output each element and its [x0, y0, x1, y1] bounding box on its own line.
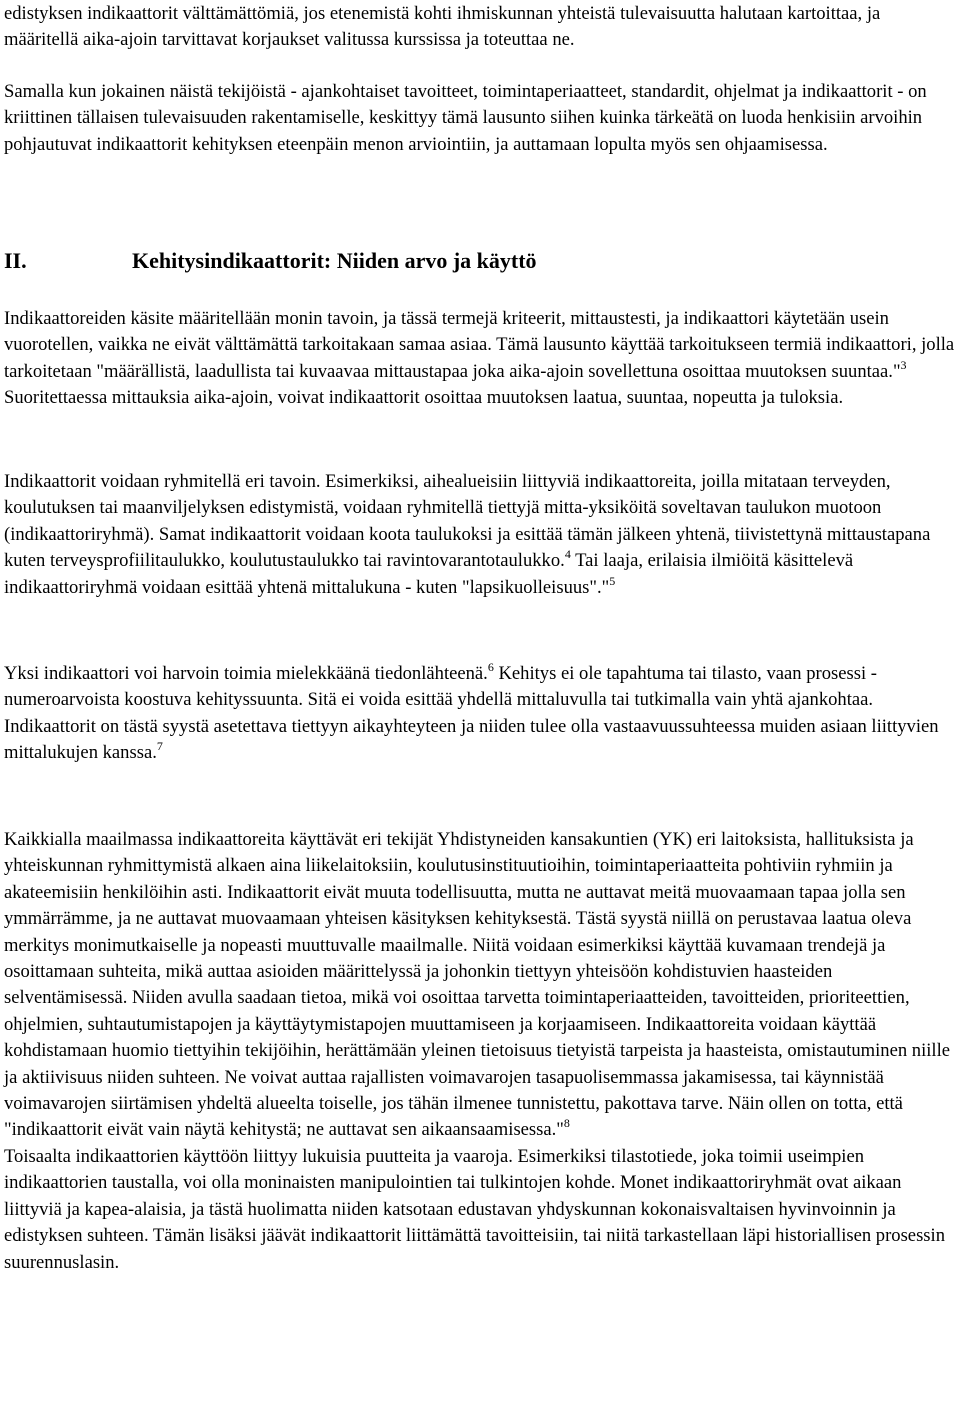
paragraph-worldwide-use [4, 827, 956, 1276]
footnote-ref-6: 6 [487, 660, 494, 674]
footnote-ref-3: 3 [900, 357, 907, 372]
definition-text: Indikaattoreiden käsite määritellään monin tavoin, ja tässä termejä kriteerit, mittaustesti, ja indikaattori käytetään usein vuorotellen, vaikka ne eivät välttämättä tarkoitakaan samaa asiaa. Tämä lausunto käyttää tarkoitukseen termiä indikaattori, jolla tarkoitetaan "määrällistä, laadullista tai kuvaavaa mittaustapaa joka aika-ajoin sovellettuna osoittaa muutoksen suuntaa." [4, 308, 955, 382]
paragraph-grouping [4, 469, 956, 601]
section-title: Kehitysindikaattorit: Niiden arvo ja käyttö [132, 248, 537, 273]
footnote-ref-4: 4 [564, 547, 571, 562]
footnote-ref-7: 7 [156, 739, 163, 754]
section-number: II. [4, 248, 27, 273]
single-indicator-text: Yksi indikaattori voi harvoin toimia mielekkäänä tiedonlähteenä. [4, 663, 488, 684]
section-heading [4, 246, 537, 276]
footnote-ref-8: 8 [563, 1116, 570, 1131]
worldwide-use-text: Kaikkialla maailmassa indikaattoreita käyttävät eri tekijät Yhdistyneiden kansakuntien (YK) eri laitoksista, hallituksista ja yhteiskunnan ryhmittymistä alkaen aina liikelaitoksiin, koulutusinstituutioihin, toimintaperiaatteita pohtiviin ryhmiin ja akateemisiin henkilöihin asti. Indikaattorit eivät muuta todellisuutta, mutta ne auttavat meitä muovaamaan tapaa jolla sen ymmärrämme, ja ne auttavat muovaamaan yhteisen käsityksen kehityksestä. Tästä syystä niillä on perustavaa laatua oleva merkitys monimutkaiselle ja nopeasti muuttuvalle maailmalle. Niitä voidaan esimerkiksi käyttää kuvamaan trendejä ja osoittamaan suhteita, mikä auttaa asioiden määrittelyssä ja johonkin tiettyyn yhteisöön kohdistuvien haasteiden selventämisessä. Niiden avulla saadaan tietoa, mikä voi osoittaa tarvetta toimintaperiaatteiden, tavoitteiden, prioriteettien, ohjelmien, suhtautumistapojen ja käyttäytymistapojen muuttamiseen ja korjaamiseen. Indikaattoreita voidaan käyttää kohdistamaan huomio tiettyihin tekijöihin, herättämään yleinen tietoisuus tietyistä tarpeista ja haasteista, omistautuminen niille ja aktiivisuus niiden suhteen. Ne voivat auttaa rajallisten voimavarojen tasapuolisemmassa jakamisessa, tai käynnistää voimavarojen siirtämisen yhdeltä alueelta toiselle, jos tähän ilmenee tunnistettu, pakottava tarve. Näin ollen on totta, että "indikaattorit eivät vain näytä kehitystä; ne auttavat sen aikaansaamisessa." [4, 829, 951, 1141]
grouping-text-cont: Tai laaja, erilaisia ilmiöitä käsittelevä indikaattoriryhmä voidaan esittää yhtenä mittalukuna - kuten "lapsikuolleisuus"." [4, 550, 854, 598]
limitations-text: Toisaalta indikaattorien käyttöön liittyy lukuisia puutteita ja vaaroja. Esimerkiksi tilastotiede, joka toimii useimpien indikaattorien taustalla, voi olla moninaisten manipulointien tai tulkintojen kohde. Monet indikaattoriryhmät ovat aikaan liittyviä ja kapea-alaisia, ja tästä huolimatta niiden katsotaan edustavan yhdyskunnan kokonaisvaltaisen hyvinvoinnin ja edistyksen suhteen. Tämän lisäksi jäävät indikaattorit liittämättä tavoitteisiin, tai niitä tarkastellaan läpi historiallisen prosessin suurennuslasin. [4, 1145, 945, 1273]
single-indicator-text-cont: Kehitys ei ole tapahtuma tai tilasto, vaan prosessi - numeroarvoista koostuva kehityssuunta. Sitä ei voida esittää yhdellä mittaluvulla tai tutkimalla vain yhtä ajankohtaa. Indikaattorit on tästä syystä asetettava tiettyyn aikayhteyteen ja niiden tulee olla vastaavuussuhteessa muiden asiaan liittyvien mittalukujen kanssa. [4, 663, 939, 764]
paragraph-single-indicator [4, 661, 956, 767]
paragraph-definition [4, 306, 956, 412]
paragraph-intro-continuation: edistyksen indikaattorit välttämättömiä, jos etenemistä kohti ihmiskunnan yhteistä tulevaisuutta halutaan kartoittaa, ja määritellä aika-ajoin tarvittavat korjaukset valitussa kurssissa ja toteuttaa ne. [4, 3, 881, 51]
paragraph-samalla: Samalla kun jokainen näistä tekijöistä - ajankohtaiset tavoitteet, toimintaperiaatteet, standardit, ohjelmat ja indikaattorit - on kriittinen tällaisen tulevaisuuden rakentamiselle, keskittyy tämä lausunto siihen kuinka tärkeätä on luoda henkisiin arvoihin pohjautuvat indikaattorit kehityksen eteenpäin menon arviointiin, ja auttamaan lopulta myös sen ohjaamisessa. [4, 81, 927, 155]
definition-text-cont: Suoritettaessa mittauksia aika-ajoin, voivat indikaattorit osoittaa muutoksen laatua, suuntaa, nopeutta ja tuloksia. [4, 387, 844, 409]
footnote-ref-5: 5 [609, 573, 616, 588]
grouping-text: Indikaattorit voidaan ryhmitellä eri tavoin. Esimerkiksi, aihealueisiin liittyviä indikaattoreita, joilla mitataan terveyden, koulutuksen tai maanviljelyksen edistymistä, voidaan ryhmitellä tiettyjä mitta-yksiköitä soveltavan taulukon muotoon (indikaattoriryhmä). Samat indikaattorit voidaan koota taulukoksi ja esittää tämän jälkeen yhtenä, tiivistettynä mittaustapana kuten terveysprofiilitaulukko, koulutustaulukko tai ravintovarantotaulukko. [4, 471, 931, 572]
